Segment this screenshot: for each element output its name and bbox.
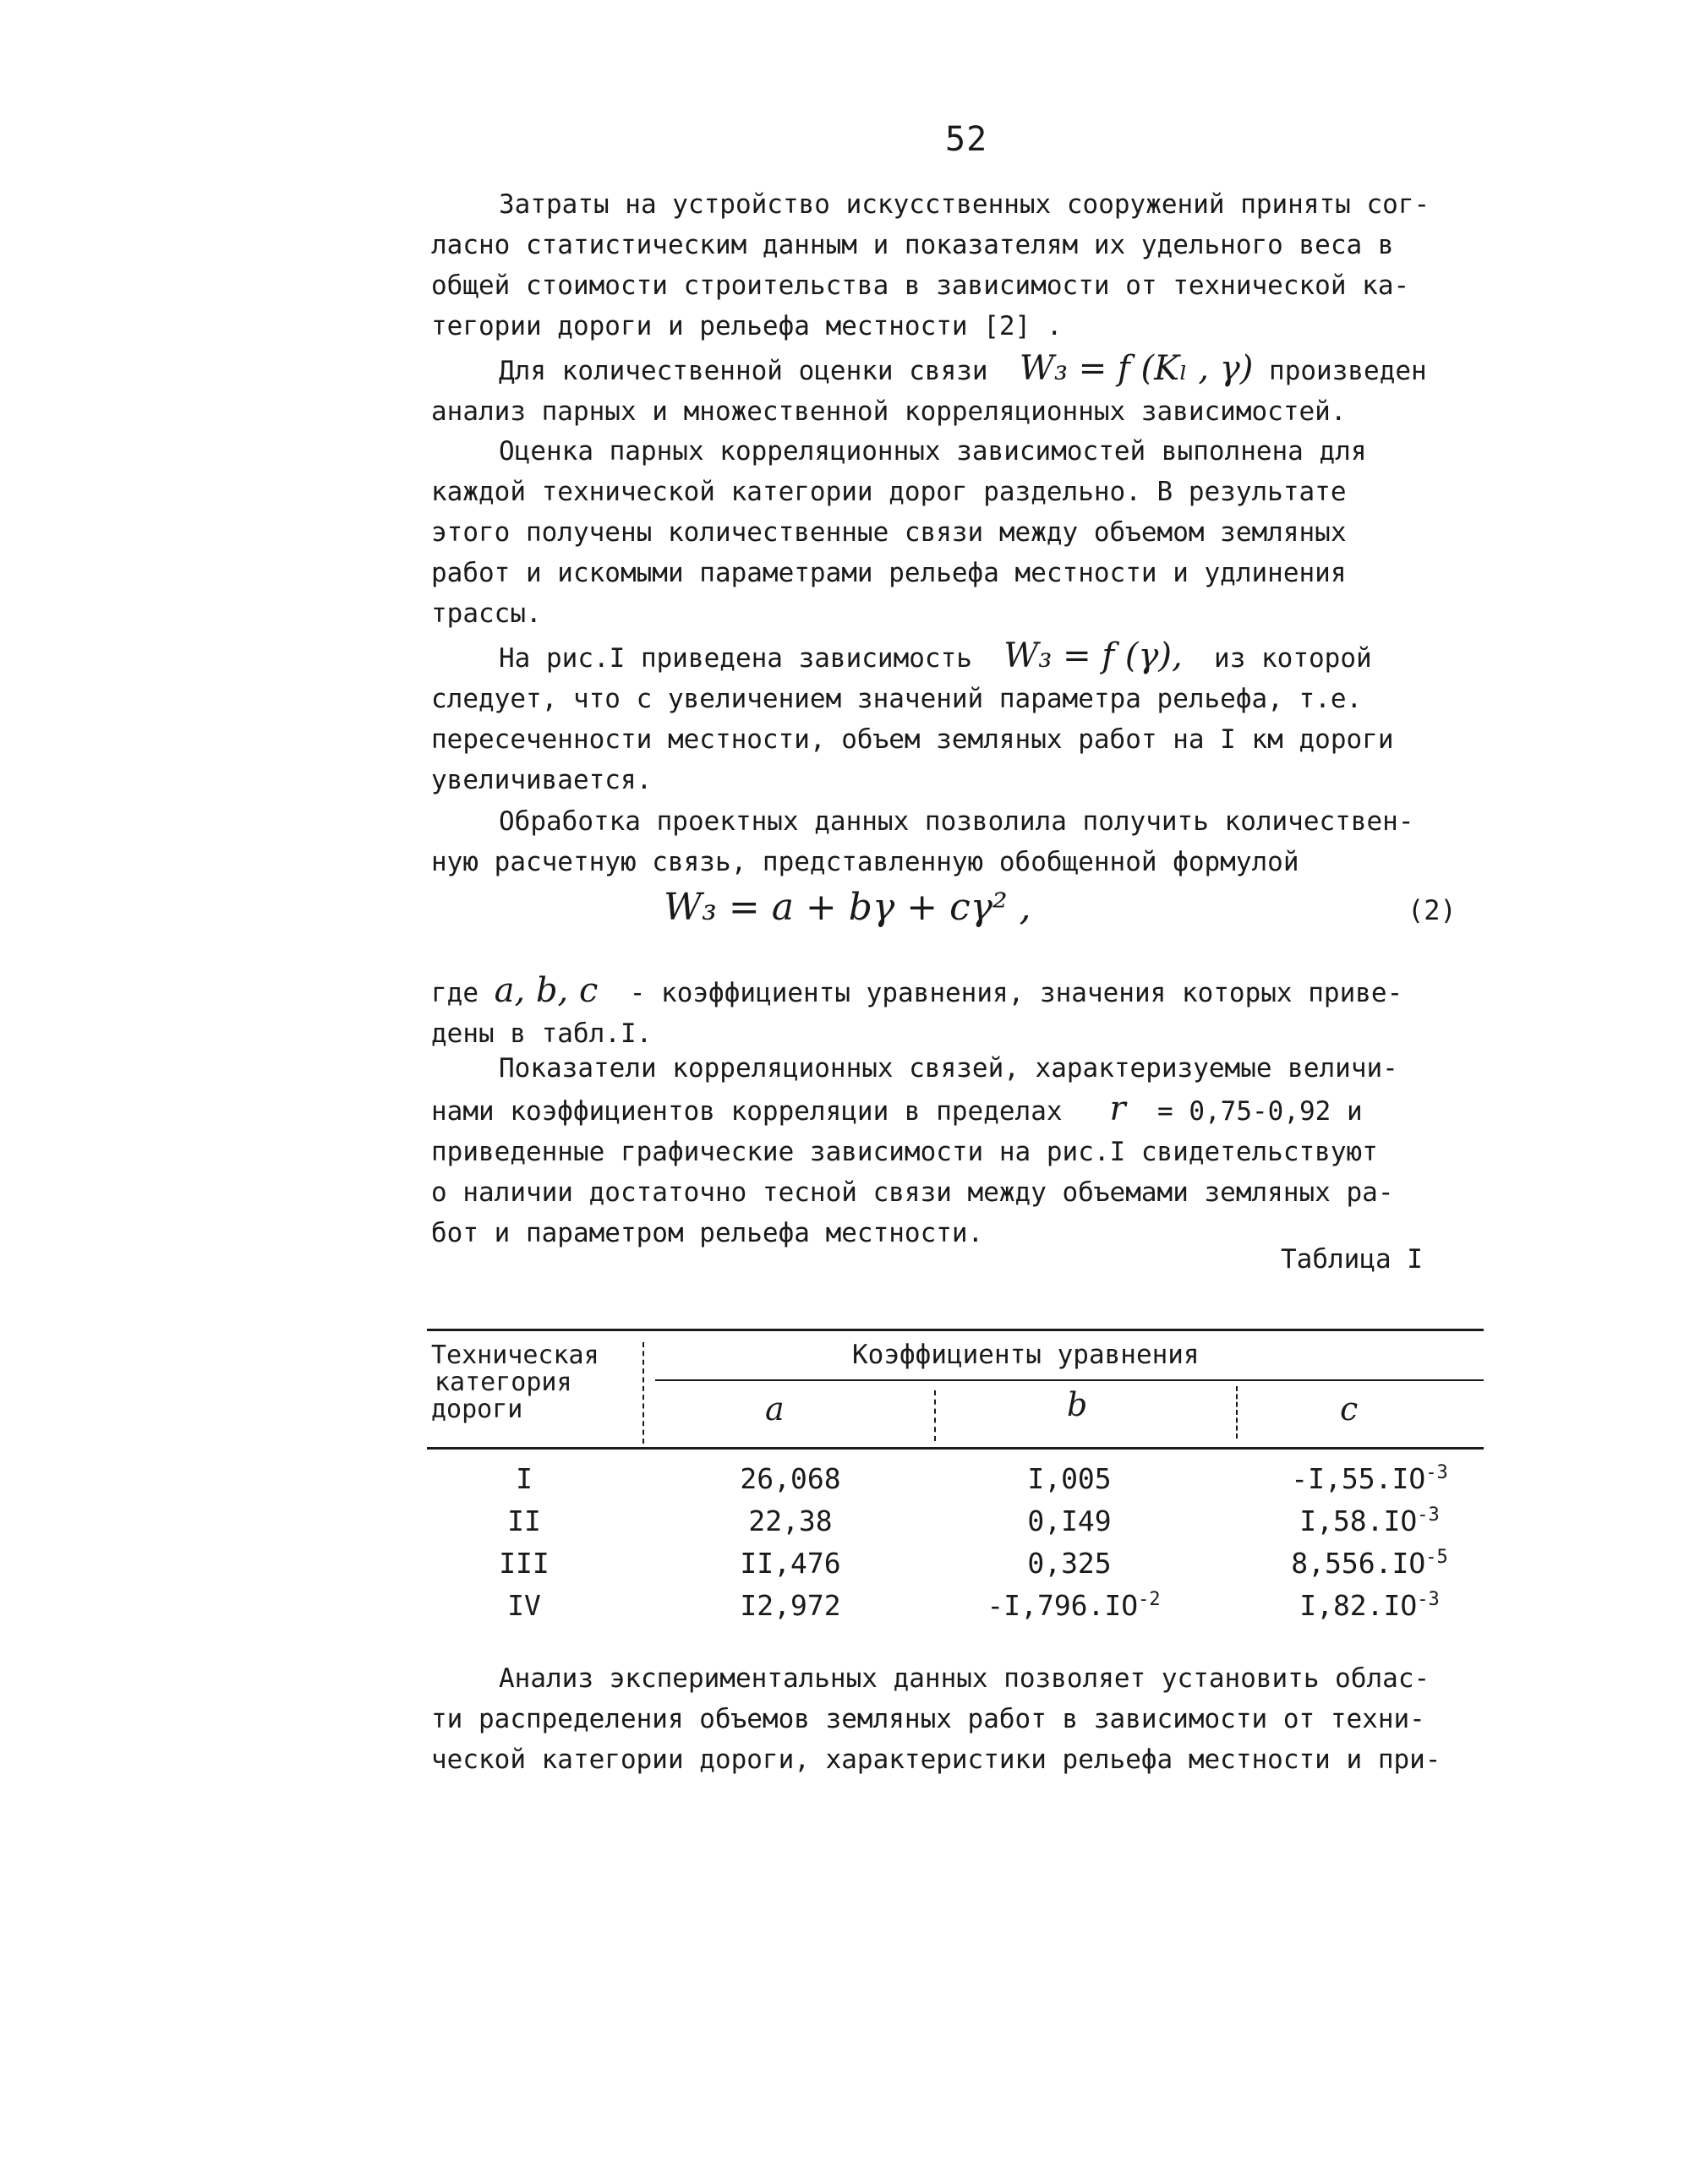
table-caption: Таблица I [1281,1244,1423,1275]
text-line: увеличивается. [431,765,653,795]
cell-category: II [507,1504,541,1537]
text-line: ласно статистическим данным и показателям их удельного веса в [431,230,1394,260]
table-column-divider [1236,1386,1238,1439]
paragraph-6 [431,970,1496,1054]
text-fragment: нами коэффициентов корреляции в пределах [431,1096,1063,1127]
text-line: приведенные графические зависимости на рис.I свидетельствуют [431,1137,1378,1167]
table-group-rule [655,1379,1484,1381]
text-line: этого получены количественные связи между объемом земляных [431,517,1347,548]
text-line: ную расчетную связь, представленную обобщенной формулой [431,847,1299,877]
header-b: b [1067,1386,1088,1423]
paragraph-3 [431,431,1496,634]
cell-b [947,1589,1200,1622]
header-line: дороги [431,1395,523,1424]
text-line: каждой технической категории дорог раздельно. В результате [431,477,1347,507]
page-number: 52 [945,120,988,159]
cell-category: I [516,1462,533,1495]
c-exponent: -3 [1425,1462,1448,1483]
text-line: дены в табл.I. [431,1018,653,1049]
header-c: c [1340,1390,1359,1428]
header-coefficients: Коэффициенты уравнения [852,1340,1200,1370]
text-line [431,348,1496,391]
cell-a: 26,068 [740,1462,841,1495]
text-line: Затраты на устройство искусственных сооружений приняты сог- [499,189,1430,220]
cell-category: III [499,1547,550,1580]
table-header-rule [427,1447,1484,1450]
cell-b: 0,325 [1027,1547,1112,1580]
formula-inline: W₃ = f (Kₗ , γ) [1019,349,1254,388]
correlation-symbol: r [1109,1089,1126,1128]
coefficient-symbols: a, b, c [494,971,599,1010]
cell-c [1251,1589,1488,1622]
paragraph-4 [431,636,1496,800]
table-top-rule [427,1329,1484,1331]
c-base: I,82.IO [1299,1589,1418,1622]
header-line: Техническая [431,1340,599,1370]
text-fragment: произведен [1269,356,1427,386]
paragraph-5 [431,801,1496,882]
c-base: I,58.IO [1299,1504,1418,1537]
cell-b: I,005 [1027,1462,1112,1495]
text-fragment: = 0,75-0,92 и [1157,1096,1363,1127]
paragraph-7 [431,1048,1496,1253]
table-column-divider [934,1390,936,1441]
text-fragment: На рис.I приведена зависимость [499,643,972,674]
text-line: Показатели корреляционных связей, характеризуемые величи- [499,1053,1398,1084]
cell-c [1251,1462,1488,1495]
text-line: Обработка проектных данных позволила получить количествен- [499,806,1414,837]
b-base: -I,796.IO [987,1589,1139,1622]
text-line: работ и искомыми параметрами рельефа местности и удлинения [431,558,1347,588]
c-exponent: -3 [1417,1589,1440,1610]
text-line: ти распределения объемов земляных работ в зависимости от техни- [431,1704,1425,1734]
cell-a: I2,972 [740,1589,841,1622]
text-line: ческой категории дороги, характеристики рельефа местности и при- [431,1744,1441,1775]
text-line: общей стоимости строительства в зависимости от технической ка- [431,270,1410,301]
text-line: следует, что с увеличением значений параметра рельефа, т.е. [431,684,1363,714]
text-line: тегории дороги и рельефа местности [2] . [431,311,1063,341]
text-line: трассы. [431,598,542,629]
text-line: бот и параметром рельефа местности. [431,1218,984,1248]
formula-2: W₃ = a + bγ + cγ² , [664,886,1031,929]
text-line: о наличии достаточно тесной связи между объемами земляных ра- [431,1177,1394,1208]
formula-number: (2) [1408,894,1457,926]
c-exponent: -5 [1425,1547,1448,1568]
text-line [431,636,1496,679]
text-line [431,970,1496,1013]
cell-c [1251,1547,1488,1580]
cell-a: II,476 [740,1547,841,1580]
header-category [431,1342,599,1423]
c-base: -I,55.IO [1291,1462,1426,1495]
cell-a: 22,38 [748,1504,833,1537]
paragraph-8 [431,1658,1496,1780]
text-fragment: Для количественной оценки связи [499,356,988,386]
b-exponent: -2 [1138,1589,1161,1610]
text-line: Оценка парных корреляционных зависимостей выполнена для [499,436,1367,467]
cell-category: IV [507,1589,541,1622]
text-fragment: из которой [1214,643,1372,674]
text-line: пересеченности местности, объем земляных работ на I км дороги [431,724,1394,755]
cell-c [1251,1504,1488,1537]
table-column-divider [642,1342,644,1444]
text-fragment: - коэффициенты уравнения, значения которых приве- [629,978,1403,1008]
text-line: анализ парных и множественной корреляционных зависимостей. [431,396,1347,427]
text-line [431,1089,1496,1132]
c-base: 8,556.IO [1291,1547,1426,1580]
paragraph-2 [431,348,1496,432]
cell-b: 0,I49 [1027,1504,1112,1537]
text-fragment: где [431,978,478,1008]
text-line: Анализ экспериментальных данных позволяет установить облас- [499,1663,1430,1694]
header-a: a [765,1390,785,1428]
formula-inline: W₃ = f (γ), [1003,636,1183,675]
paragraph-1 [431,184,1496,347]
header-line: категория [435,1368,572,1397]
c-exponent: -3 [1417,1504,1440,1526]
